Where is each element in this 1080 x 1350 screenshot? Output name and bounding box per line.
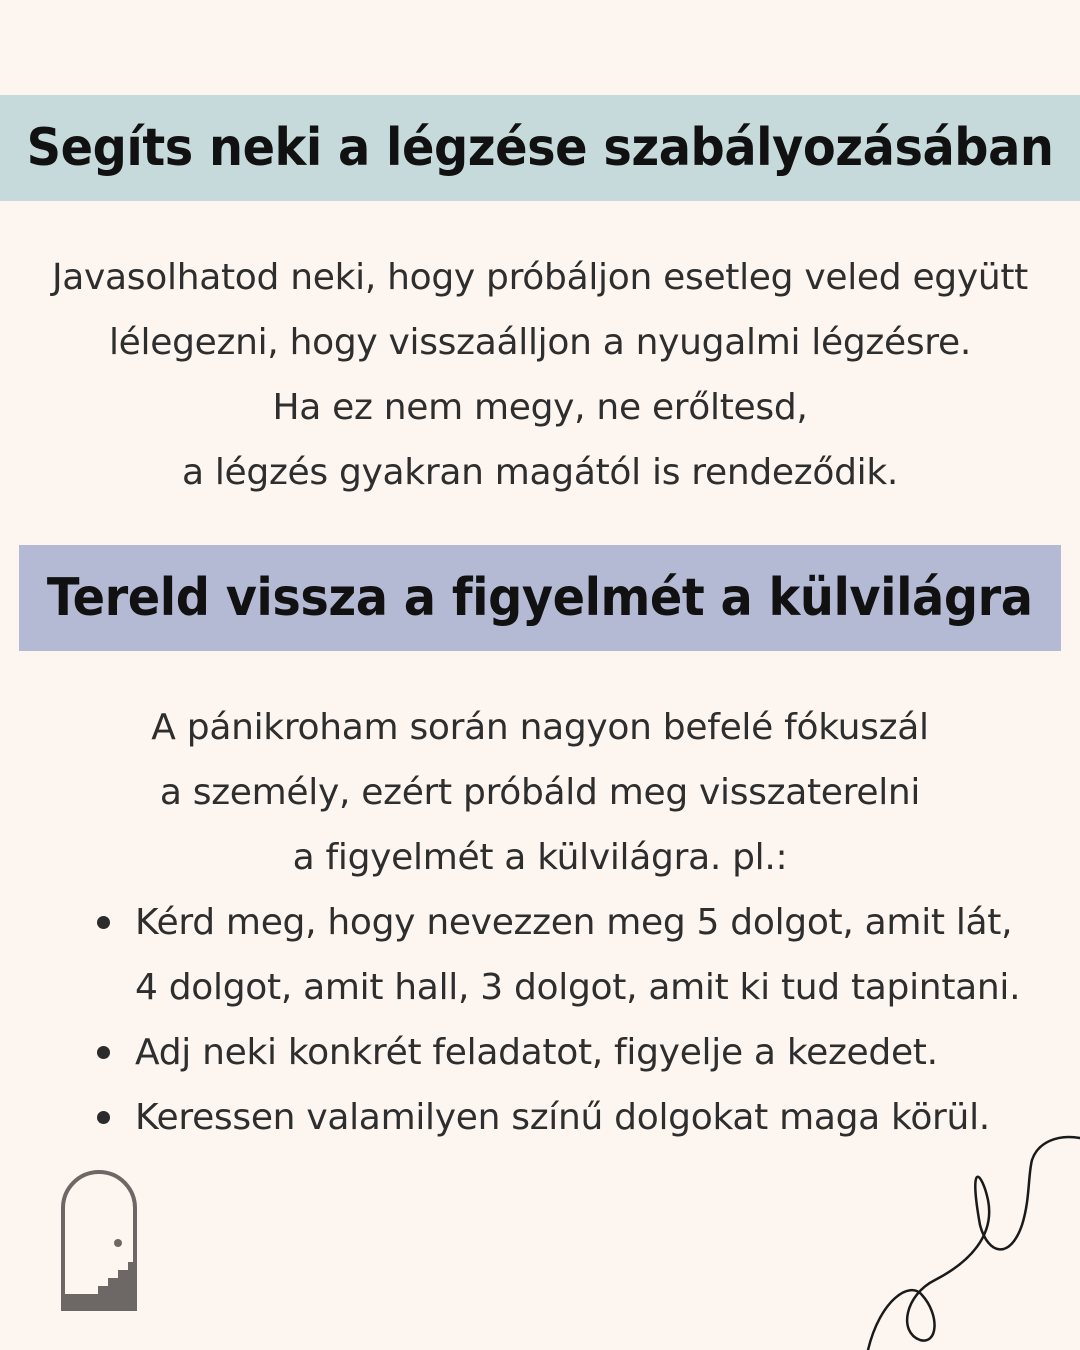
list-item xyxy=(95,890,1055,1020)
paragraph-attention xyxy=(0,695,1080,890)
paragraph-line: A pánikroham során nagyon befelé fókuszál xyxy=(151,707,929,748)
list-item xyxy=(95,1020,1055,1085)
bullet-icon xyxy=(97,1111,110,1124)
heading-attention: Tereld vissza a figyelmét a külvilágra xyxy=(47,568,1033,628)
paragraph-line: Javasolhatod neki, hogy próbáljon esetleg veled együtt xyxy=(51,257,1029,298)
paragraph-line: a személy, ezért próbáld meg visszaterelni xyxy=(159,772,921,813)
bullet-icon xyxy=(97,1046,110,1059)
paragraph-line: lélegezni, hogy visszaálljon a nyugalmi légzésre. xyxy=(108,322,972,363)
list-item-line: 4 dolgot, amit hall, 3 dolgot, amit ki tud tapintani. xyxy=(135,967,1021,1008)
tips-list xyxy=(95,890,1055,1150)
paragraph-breathing xyxy=(0,245,1080,505)
heading-banner-attention xyxy=(19,545,1061,651)
list-item-line: Keressen valamilyen színű dolgokat maga körül. xyxy=(135,1097,990,1138)
squiggle-line-decoration xyxy=(860,1130,1080,1350)
paragraph-line: Ha ez nem megy, ne erőltesd, xyxy=(272,387,808,428)
list-item-line: Adj neki konkrét feladatot, figyelje a kezedet. xyxy=(135,1032,938,1073)
paragraph-line: a figyelmét a külvilágra. pl.: xyxy=(292,837,788,878)
bullet-icon xyxy=(97,916,110,929)
door-stairs-icon xyxy=(60,1168,138,1312)
paragraph-line: a légzés gyakran magától is rendeződik. xyxy=(181,452,899,493)
heading-breathing: Segíts neki a légzése szabályozásában xyxy=(26,118,1054,178)
list-item-line: Kérd meg, hogy nevezzen meg 5 dolgot, amit lát, xyxy=(135,902,1013,943)
heading-banner-breathing xyxy=(0,95,1080,201)
